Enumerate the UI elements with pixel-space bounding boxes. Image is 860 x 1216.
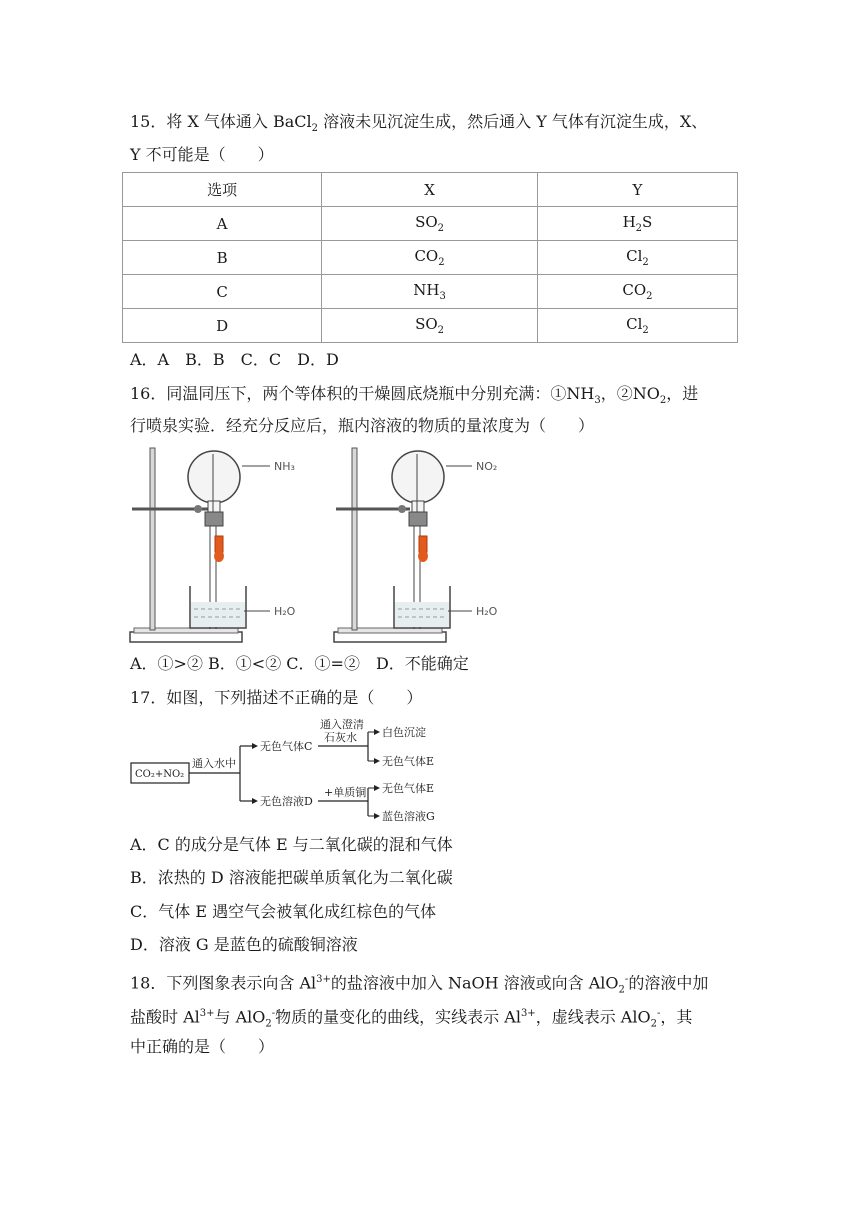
gas-label-no2: NO₂: [476, 460, 498, 473]
q18-stem-line3: 中正确的是（ ）: [130, 1037, 275, 1056]
table-cell: $SO_2$: [322, 309, 538, 343]
table-cell: $Cl_2$: [537, 241, 737, 275]
table-cell: $Cl_2$: [537, 309, 737, 343]
q18-stem-line1: 18．下列图象表示向含 $Al^{3+}$的盐溶液中加入 NaOH 溶液或向含 AlO$_2$-的溶液中加: [130, 973, 709, 996]
q16-stem-line2: 行喷泉实验．经充分反应后，瓶内溶液的物质的量浓度为（ ）: [130, 416, 595, 435]
table-row: [123, 241, 738, 275]
table-cell: A: [123, 207, 322, 241]
flow-step-water: 通入水中: [192, 757, 236, 770]
flow-start: CO₂+NO₂: [135, 769, 185, 780]
q17-option-c: C．气体 E 遇空气会被氧化成红棕色的气体: [130, 902, 437, 921]
flow-gas-e-2: 无色气体E: [382, 782, 435, 795]
flow-copper: +单质铜: [324, 786, 367, 799]
flow-gas-c: 无色气体C: [260, 740, 313, 753]
header-y: Y: [537, 173, 737, 207]
table-cell: $SO_2$: [322, 207, 538, 241]
q16-stem-line1: 16．同温同压下，两个等体积的干燥圆底烧瓶中分别充满：$①NH_3$，$②NO_2$，进: [130, 384, 699, 407]
header-x: X: [322, 173, 538, 207]
water-label-left: H₂O: [274, 605, 296, 618]
flow-gas-e-1: 无色气体E: [382, 755, 435, 768]
q15-answer-choices: A．A B．B C．C D．D: [130, 350, 339, 369]
flow-limewater-2: 石灰水: [324, 731, 357, 744]
table-row: [123, 207, 738, 241]
gas-label-nh3: NH₃: [274, 460, 295, 473]
table-cell: $CO_2$: [537, 275, 737, 309]
table-cell: $NH_3$: [322, 275, 538, 309]
flow-limewater-1: 通入澄清: [320, 718, 364, 731]
flow-blue-solution-g: 蓝色溶液G: [382, 810, 435, 823]
q18-stem-line2: 盐酸时 $Al^{3+}$与 AlO$_2$-物质的量变化的曲线，实线表示 $Al^{3+}$，虚线表示 AlO$_2$-，其: [130, 1007, 693, 1030]
fountain-apparatus-no2: [332, 444, 532, 646]
table-cell: B: [123, 241, 322, 275]
flow-solution-d: 无色溶液D: [260, 795, 313, 808]
q16-answer-choices: A．①>② B．①<② C．①=② D．不能确定: [130, 654, 469, 673]
q17-flow-diagram: [128, 716, 448, 828]
q15-stem-line1: 15．将 X 气体通入 BaCl$_2$ 溶液未见沉淀生成，然后通入 Y 气体有沉淀生成，X、: [130, 112, 708, 135]
table-row: [123, 275, 738, 309]
q17-stem: 17．如图，下列描述不正确的是（ ）: [130, 688, 423, 707]
table-cell: C: [123, 275, 322, 309]
q17-option-a: A．C 的成分是气体 E 与二氧化碳的混和气体: [130, 835, 453, 854]
flow-white-precipitate: 白色沉淀: [382, 726, 426, 739]
q15-stem-line2: Y 不可能是（ ）: [130, 145, 274, 164]
table-cell: $CO_2$: [322, 241, 538, 275]
q17-option-d: D．溶液 G 是蓝色的硫酸铜溶液: [130, 935, 358, 954]
water-label-right: H₂O: [476, 605, 498, 618]
table-row: [123, 309, 738, 343]
table-cell: $H_2S$: [537, 207, 737, 241]
q17-option-b: B．浓热的 D 溶液能把碳单质氧化为二氧化碳: [130, 868, 453, 887]
fountain-apparatus-nh3: [128, 444, 328, 646]
table-cell: D: [123, 309, 322, 343]
q15-options-table: [122, 172, 738, 343]
table-header-row: [123, 173, 738, 207]
header-option: 选项: [123, 173, 322, 207]
